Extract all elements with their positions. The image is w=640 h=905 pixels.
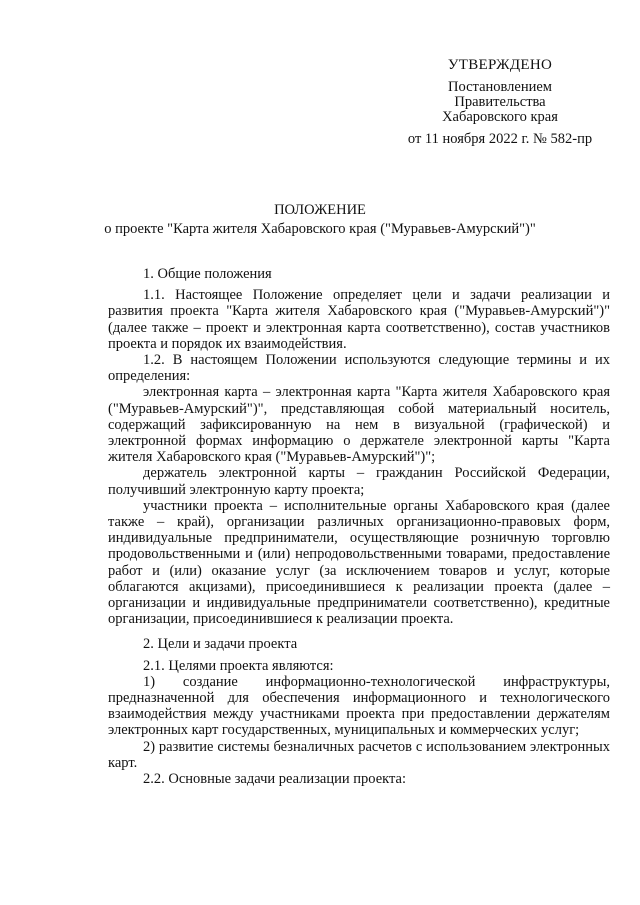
approval-line: Хабаровского края	[442, 109, 558, 125]
approval-block	[400, 58, 600, 147]
paragraph: 1) создание информационно-технологической инфраструктуры, предназначенной для обеспечения информационного и технологического взаимодействия между участниками проекта при предоставлении держателям электронных карт государственных, муниципальных и коммерческих услуг;	[108, 673, 610, 739]
approval-order: от 11 ноября 2022 г. № 582-пр	[407, 131, 593, 147]
approval-line: Постановлением	[448, 79, 552, 95]
paragraph: 2) развитие системы безналичных расчетов с использованием электронных карт.	[108, 738, 610, 771]
document-subtitle: о проекте "Карта жителя Хабаровского края ("Муравьев-Амурский")"	[104, 221, 536, 237]
paragraph: 1.2. В настоящем Положении используются следующие термины и их определения:	[108, 352, 610, 385]
paragraph: держатель электронной карты – гражданин Российской Федерации, получивший электронную карту проекта;	[108, 465, 610, 498]
paragraph: 2.2. Основные задачи реализации проекта:	[143, 771, 406, 788]
document-body	[108, 266, 610, 787]
document-heading	[0, 202, 640, 237]
paragraph: участники проекта – исполнительные органы Хабаровского края (далее также – край), организации различных организационно-правовых форм, индивидуальные предприниматели, осуществляющие розничную торговлю продовольственными и (или) непродовольственными товарами, предоставление работ и (или) оказание услуг (за исключением товаров и услуг, которые облагаются акцизами), присоединившиеся к реализации проекта (далее – организации и индивидуальные предприниматели соответственно), кредитные организации, присоединившиеся к реализации проекта.	[108, 497, 610, 628]
paragraph: 2.1. Целями проекта являются:	[143, 657, 334, 674]
section-title: 2. Цели и задачи проекта	[143, 636, 298, 653]
paragraph: электронная карта – электронная карта "Карта жителя Хабаровского края ("Муравьев-Амурский")", представляющая собой материальный носитель, содержащий зафиксированную на нем в визуальной (графической) и электронной формах информацию о держателе электронной карты "Карта жителя Хабаровского края ("Муравьев-Амурский")";	[108, 384, 610, 466]
paragraph: 1.1. Настоящее Положение определяет цели и задачи реализации и развития проекта "Карта жителя Хабаровского края ("Муравьев-Амурский")" (далее также – проект и электронная карта соответственно), состав участников проекта и порядок их взаимодействия.	[108, 287, 610, 352]
approval-stamp: УТВЕРЖДЕНО	[447, 57, 553, 73]
approval-line: Правительства	[454, 94, 546, 110]
section-title: 1. Общие положения	[143, 266, 272, 282]
document-title: ПОЛОЖЕНИЕ	[274, 202, 366, 218]
